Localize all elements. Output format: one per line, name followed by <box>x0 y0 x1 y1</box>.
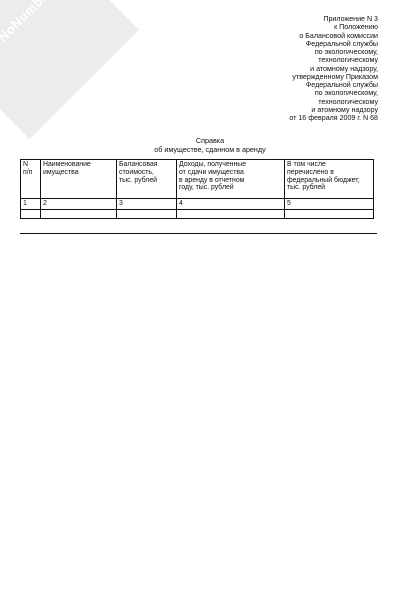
table-cell: 3 <box>117 199 177 210</box>
approval-line: к Положению <box>334 23 378 32</box>
table-cell <box>177 209 285 218</box>
document-title: Справка <box>195 136 225 145</box>
approval-reference <box>260 15 378 122</box>
table-header-row <box>21 160 374 199</box>
table-header-number: N п/п <box>21 160 41 199</box>
table-cell <box>285 209 374 218</box>
bottom-divider <box>20 233 377 234</box>
table-header-property-name: Наименование имущества <box>41 160 117 199</box>
approval-line: технологическому <box>318 97 378 106</box>
table-cell: 1 <box>21 199 41 210</box>
table-cell <box>21 209 41 218</box>
table-cell: 4 <box>177 199 285 210</box>
approval-line: Федеральной службы <box>305 39 378 48</box>
table-row <box>21 209 374 218</box>
table-cell <box>41 209 117 218</box>
table-cell: 2 <box>41 199 117 210</box>
table-header-rental-income: Доходы, полученные от сдачи имущества в аренду в отчетном году, тыс. рублей <box>177 160 285 199</box>
approval-line: от 16 февраля 2009 г. N 68 <box>289 114 378 122</box>
approval-line: Федеральной службы <box>305 81 378 89</box>
approval-line: по экологическому, <box>314 89 378 98</box>
table-row <box>21 199 374 210</box>
document-title-block <box>0 136 420 154</box>
approval-line: и атомному надзору <box>311 105 378 114</box>
table-cell <box>117 209 177 218</box>
table-header-book-value: Балансовая стоимость, тыс. рублей <box>117 160 177 199</box>
table-header-federal-budget: В том числе перечислено в федеральный бюджет, тыс. рублей <box>285 160 374 199</box>
approval-line: Приложение N 3 <box>323 15 378 23</box>
approval-line: технологическому <box>318 56 378 65</box>
approval-line: и атомному надзору, <box>310 64 378 73</box>
approval-line: о Балансовой комиссии <box>299 31 378 40</box>
approval-line: по экологическому, <box>314 48 378 56</box>
property-table <box>20 159 374 219</box>
approval-line: утвержденному Приказом <box>292 72 378 81</box>
table-cell: 5 <box>285 199 374 210</box>
document-subtitle: об имуществе, сданном в аренду <box>154 145 266 154</box>
